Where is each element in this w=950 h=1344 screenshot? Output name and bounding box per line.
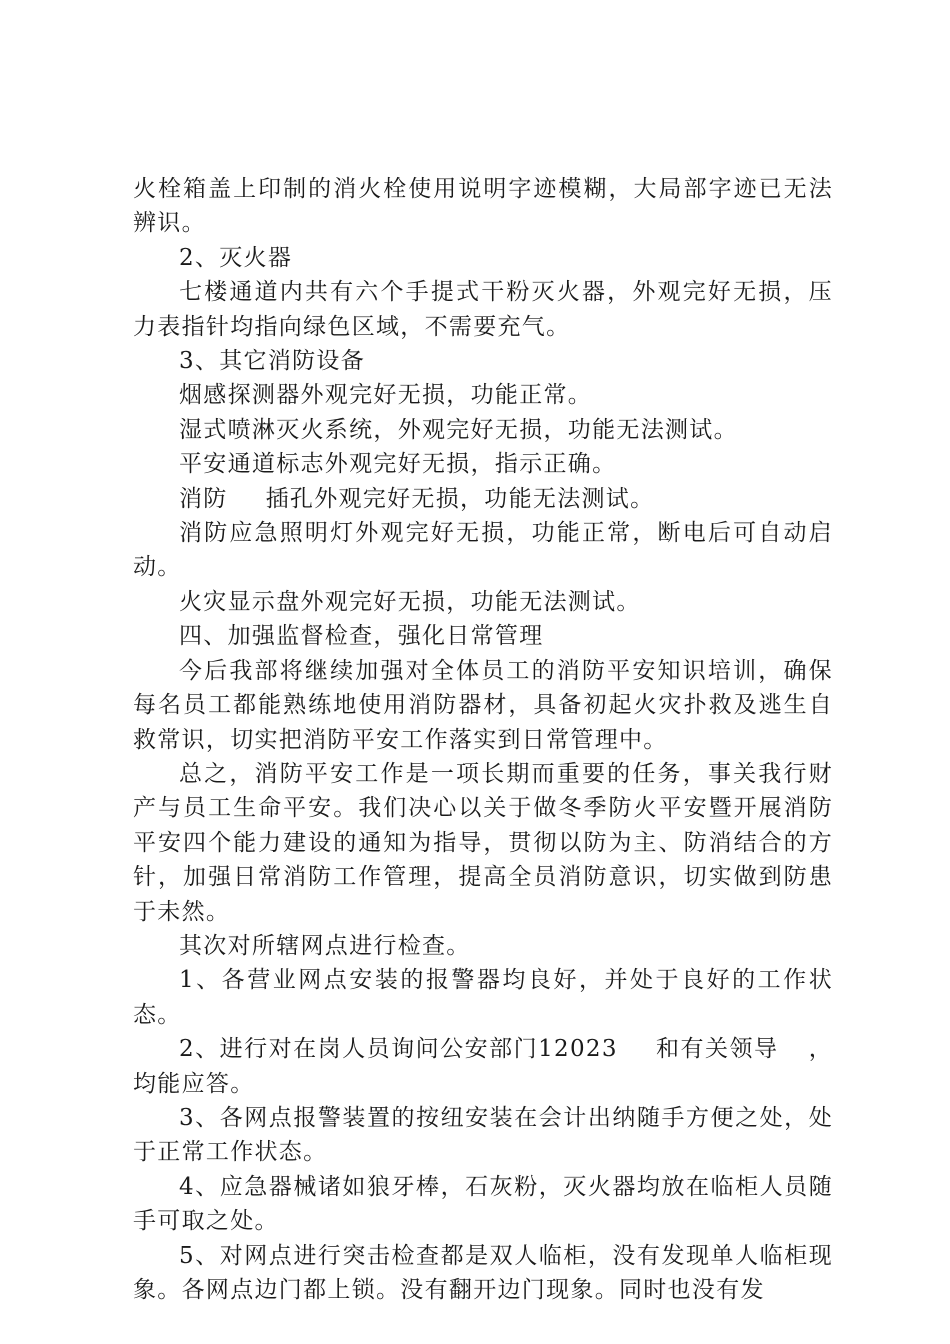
paragraph: 烟感探测器外观完好无损，功能正常。: [179, 382, 593, 409]
list-item: 4、应急器械诸如狼牙棒，石灰粉，灭火器均放在临柜人员随手可取之处。: [133, 1173, 833, 1235]
list-item: [133, 1032, 833, 1101]
paragraph: 七楼通道内共有六个手提式干粉灭火器，外观完好无损，压力表指针均指向绿色区域，不需要充气。: [133, 279, 833, 340]
paragraph: 平安通道标志外观完好无损，指示正确。: [179, 451, 617, 478]
document-body: [133, 172, 833, 1307]
paragraph: 湿式喷淋灭火系统，外观完好无损，功能无法测试。: [179, 416, 738, 443]
paragraph: 火栓箱盖上印制的消火栓使用说明字迹模糊，大局部字迹已无法辨识。: [133, 176, 833, 237]
section-heading: 3、其它消防设备: [179, 348, 366, 375]
paragraph: 其次对所辖网点进行检查。: [179, 932, 471, 959]
paragraph: 火灾显示盘外观完好无损，功能无法测试。: [179, 588, 641, 615]
paragraph: 今后我部将继续加强对全体员工的消防平安知识培训，确保每名员工都能熟练地使用消防器材，具备初起火灾扑救及逃生自救常识，切实把消防平安工作落实到日常管理中。: [133, 657, 833, 753]
list-item: 3、各网点报警装置的按纽安装在会计出纳随手方便之处，处于正常工作状态。: [133, 1104, 833, 1166]
section-heading: 四、加强监督检查，强化日常管理: [179, 623, 544, 650]
paragraph-segment: 插孔外观完好无损，功能无法测试。: [265, 485, 655, 512]
paragraph: 总之，消防平安工作是一项长期而重要的任务，事关我行财产与员工生命平安。我们决心以关于做冬季防火平安暨开展消防平安四个能力建设的通知为指导，贯彻以防为主、防消结合的方针，加强日常消防工作管理，提高全员消防意识，切实做到防患于未然。: [133, 760, 833, 925]
paragraph-segment: 消防: [179, 485, 228, 512]
paragraph-segment: 2、进行对在岗人员询问公安部门12023: [179, 1036, 618, 1063]
paragraph-segment: ，均能应答。: [133, 1036, 833, 1097]
list-item: 1、各营业网点安装的报警器均良好，并处于良好的工作状态。: [133, 967, 833, 1028]
section-heading: 2、灭火器: [179, 244, 293, 271]
paragraph: [133, 482, 833, 516]
list-item: 5、对网点进行突击检查都是双人临柜，没有发现单人临柜现象。各网点边门都上锁。没有翻开边门现象。同时也没有发: [133, 1242, 833, 1303]
paragraph: 消防应急照明灯外观完好无损，功能正常，断电后可自动启动。: [133, 520, 833, 581]
paragraph-segment: 和有关领导: [655, 1036, 779, 1063]
